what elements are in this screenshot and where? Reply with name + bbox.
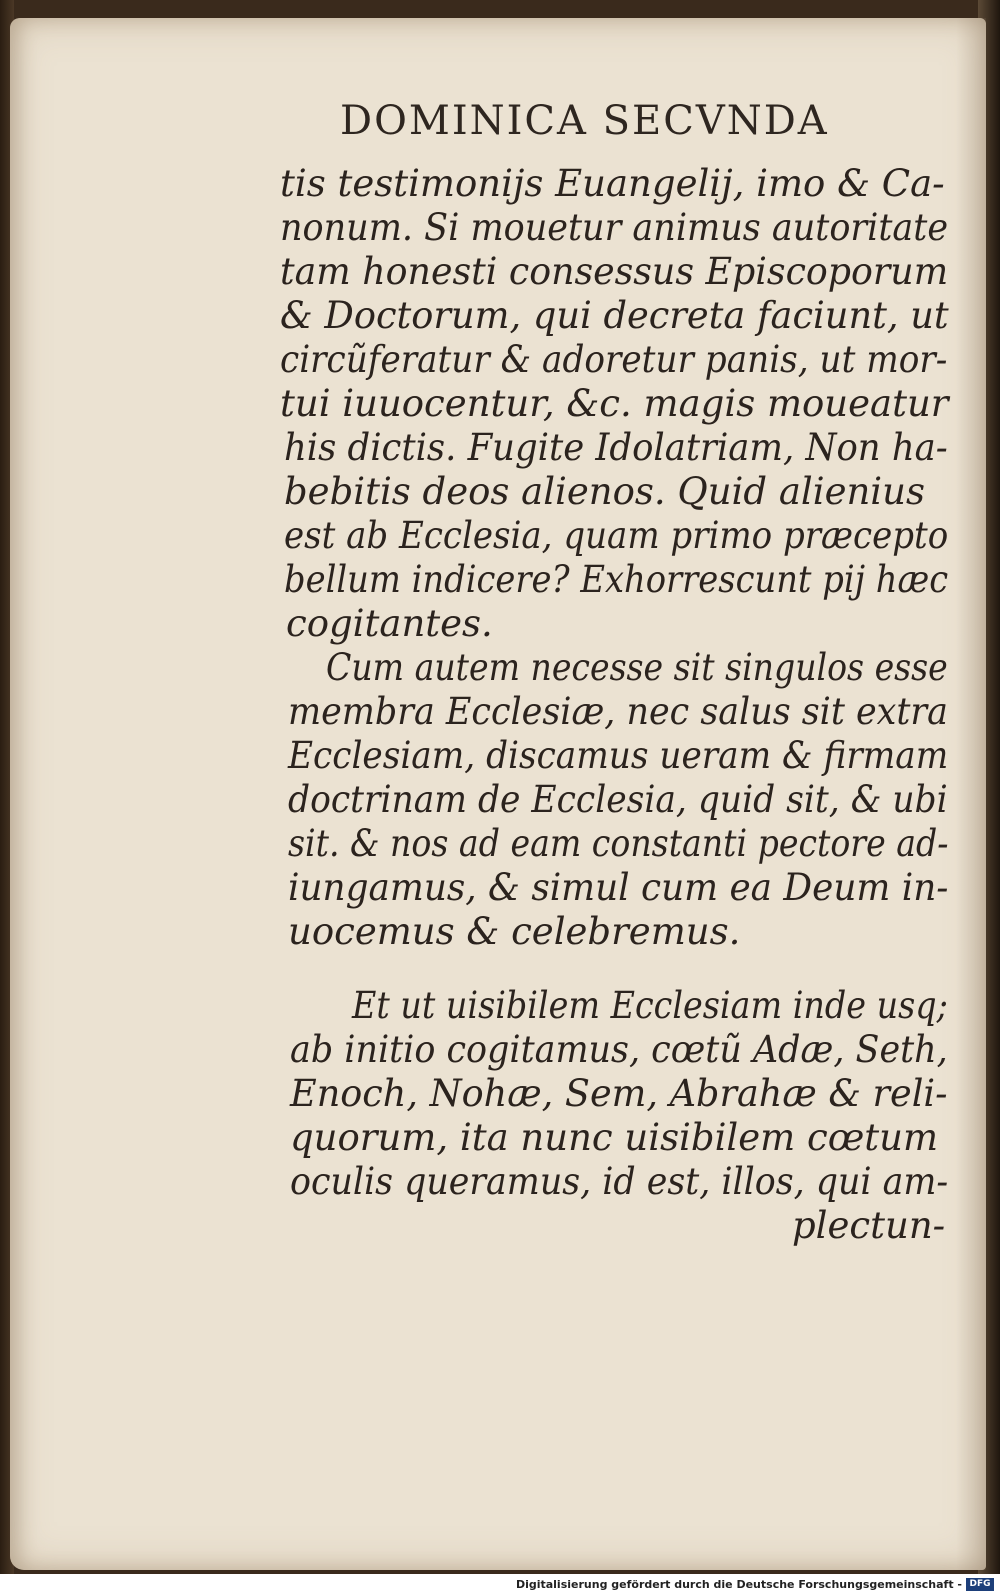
text-line: Enoch, Nohæ, Sem, Abrahæ & reli- (290, 1072, 948, 1115)
text-line: tui iuuocentur, &c. magis moueatur (280, 382, 949, 425)
text-line: oculis queramus, id est, illos, qui am- (290, 1160, 949, 1203)
text-line: doctrinam de Ecclesia, quid sit, & ubi (288, 778, 948, 821)
text-line: ab initio cogitamus, cœtũ Adæ, Seth, (290, 1028, 948, 1071)
text-line: & Doctorum, qui decreta faciunt, ut (280, 294, 949, 337)
text-line: quorum, ita nunc uisibilem cœtum (290, 1116, 939, 1159)
text-line: bellum indicere? Exhorrescunt pij hæc (284, 558, 949, 601)
text-line: his dictis. Fugite Idolatriam, Non ha- (284, 426, 948, 469)
text-line: nonum. Si mouetur animus autoritate (280, 206, 949, 249)
text-line: Cum autem necesse sit singulos esse (326, 646, 948, 689)
text-line: tis testimonijs Euangelij, imo & Ca- (280, 162, 945, 205)
text-line: Et ut uisibilem Ecclesiam inde usq; (352, 984, 948, 1027)
dfg-logo: DFG (966, 1578, 994, 1591)
catchword: plectun- (792, 1204, 946, 1247)
text-line: uocemus & celebremus. (288, 910, 741, 953)
text-line: iungamus, & simul cum ea Deum in- (288, 866, 949, 909)
text-line: bebitis deos alienos. Quid alienius (284, 470, 925, 513)
text-line: membra Ecclesiæ, nec salus sit extra (288, 690, 948, 733)
text-line: Ecclesiam, discamus ueram & firmam (288, 734, 949, 777)
text-line: cogitantes. (286, 602, 493, 645)
text-line: tam honesti consessus Episcoporum (280, 250, 949, 293)
text-line: est ab Ecclesia, quam primo præcepto (284, 514, 949, 557)
running-head: DOMINICA SECVNDA (340, 98, 829, 144)
text-line: circũferatur & adoretur panis, ut mor- (280, 338, 948, 381)
footer-credit: Digitalisierung gefördert durch die Deutsche Forschungsgemeinschaft - (515, 1578, 962, 1591)
text-line: sit. & nos ad eam constanti pectore ad- (288, 822, 949, 865)
